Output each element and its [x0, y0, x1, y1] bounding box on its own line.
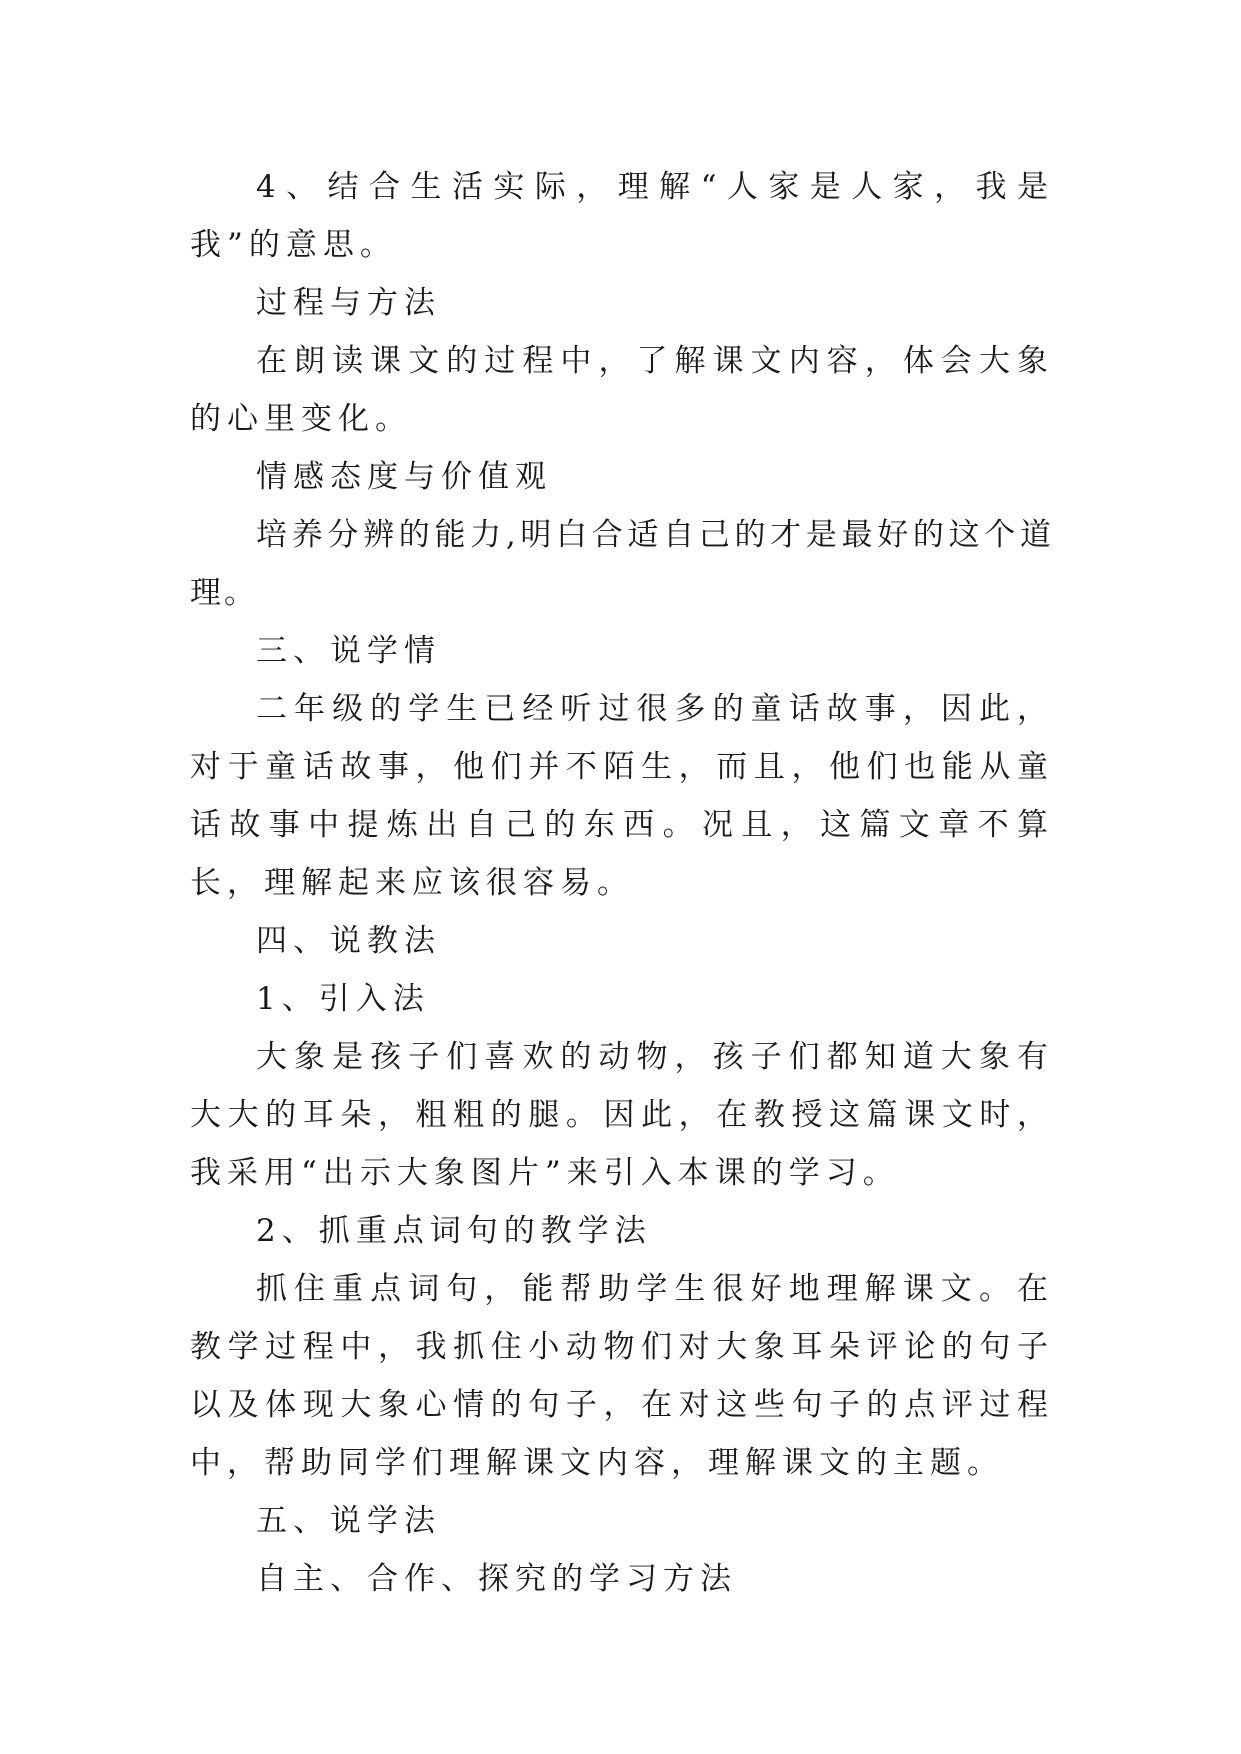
emotion-values-heading: 情感态度与价值观 — [256, 459, 552, 495]
process-method-heading: 过程与方法 — [256, 285, 441, 321]
method-1-paragraph: 大象是孩子们喜欢的动物，孩子们都知道大象有大大的耳朵，粗粗的腿。因此，在教授这篇课文时，我采用“出示大象图片”来引入本课的学习。 — [190, 1039, 1054, 1191]
section-5-heading: 五、说学法 — [256, 1503, 441, 1539]
objective-4-paragraph: 4、结合生活实际，理解“人家是人家，我是我”的意思。 — [190, 169, 1054, 263]
section-3-heading: 三、说学情 — [256, 633, 441, 669]
method-2-paragraph: 抓住重点词句，能帮助学生很好地理解课文。在教学过程中，我抓住小动物们对大象耳朵评论的句子以及体现大象心情的句子，在对这些句子的点评过程中，帮助同学们理解课文内容，理解课文的主题。 — [190, 1271, 1054, 1481]
method-1-heading: 1、引入法 — [256, 981, 430, 1017]
process-method-paragraph: 在朗读课文的过程中，了解课文内容，体会大象的心里变化。 — [190, 343, 1054, 437]
section-4-heading: 四、说教法 — [256, 923, 441, 959]
method-2-heading: 2、抓重点词句的教学法 — [256, 1213, 652, 1249]
document-body — [190, 158, 1054, 1608]
learning-method-paragraph: 自主、合作、探究的学习方法 — [256, 1561, 737, 1597]
learner-analysis-paragraph: 二年级的学生已经听过很多的童话故事，因此，对于童话故事，他们并不陌生，而且，他们也能从童话故事中提炼出自己的东西。况且，这篇文章不算长，理解起来应该很容易。 — [190, 691, 1054, 901]
emotion-values-paragraph: 培养分辨的能力,明白合适自己的才是最好的这个道理。 — [190, 517, 1054, 611]
